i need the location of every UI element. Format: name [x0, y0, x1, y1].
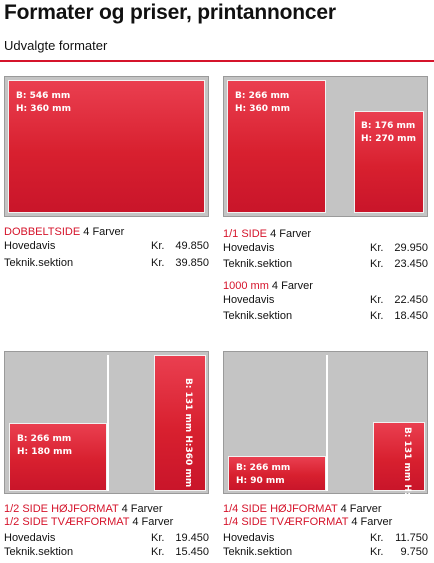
page-subtitle: Udvalgte formater — [4, 38, 108, 53]
halfside-tvaerformat-box — [9, 423, 107, 491]
halfside-hoejformat-box — [154, 355, 206, 491]
halfside-hoejformat-dimensions: B: 131 mm H:360 mm — [183, 378, 193, 488]
quarterside-heading-tvaerformat: 1/4 SIDE TVÆRFORMAT 4 Farver — [223, 516, 393, 528]
halfside-tvaerformat-dimensions: B: 266 mm H: 180 mm — [17, 434, 72, 457]
fullside-format-box — [227, 80, 326, 213]
halfside-heading-hoejformat: 1/2 SIDE HØJFORMAT 4 Farver — [4, 503, 163, 515]
quarterside-tvaerformat-dimensions: B: 266 mm H: 90 mm — [236, 463, 291, 486]
page-title: Formater og priser, printannoncer — [4, 1, 336, 24]
quarterside-page-divider — [326, 355, 328, 491]
fullside-1000mm-box — [354, 111, 424, 213]
dobbeltside-format-box — [8, 80, 205, 213]
mm1000-heading: 1000 mm 4 Farver — [223, 280, 313, 292]
header-rule — [0, 60, 434, 62]
fullside-heading: 1/1 SIDE 4 Farver — [223, 228, 312, 240]
quarterside-hoejformat-dimensions: B: 131 mm H: 180 mm — [402, 427, 412, 540]
fullside-diagram — [223, 76, 428, 217]
halfside-diagram — [4, 351, 209, 494]
dobbeltside-dimensions: B: 546 mm H: 360 mm — [16, 91, 71, 114]
fullside-1000mm-dimensions: B: 176 mm H: 270 mm — [361, 121, 416, 144]
dobbeltside-heading: DOBBELTSIDE 4 Farver — [4, 226, 125, 238]
halfside-heading-tvaerformat: 1/2 SIDE TVÆRFORMAT 4 Farver — [4, 516, 174, 528]
fullside-dimensions: B: 266 mm H: 360 mm — [235, 91, 290, 114]
quarterside-hoejformat-box — [373, 422, 425, 540]
quarterside-tvaerformat-box — [228, 456, 326, 491]
dobbeltside-diagram — [4, 76, 209, 217]
halfside-page-divider — [107, 355, 109, 491]
quarterside-heading-hoejformat: 1/4 SIDE HØJFORMAT 4 Farver — [223, 503, 382, 515]
